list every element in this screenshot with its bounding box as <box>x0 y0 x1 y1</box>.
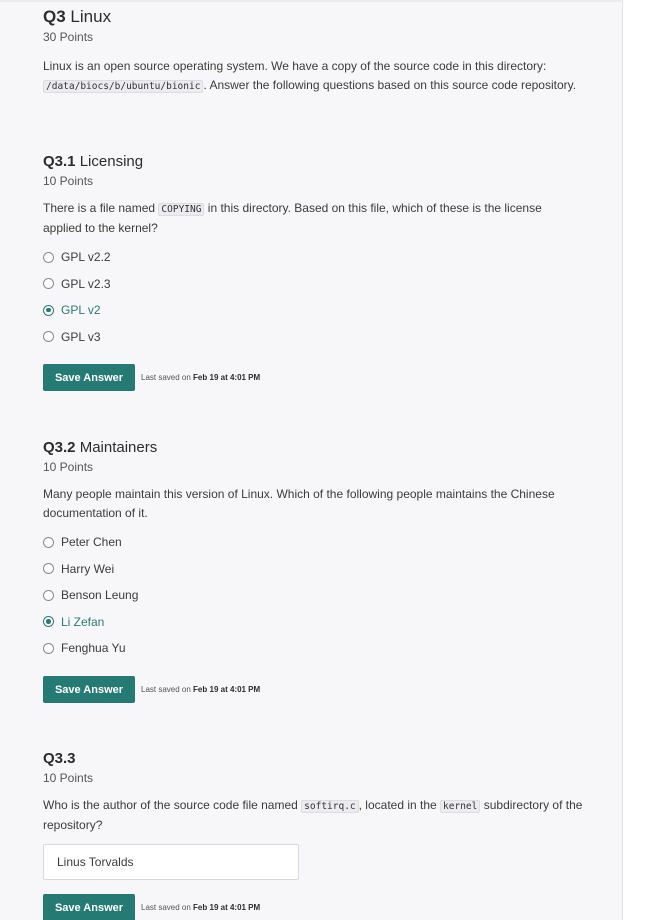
last-saved-text: Last saved on Feb 19 at 4:01 PM <box>141 903 261 912</box>
question-q3 <box>43 7 583 96</box>
question-number: Q3 <box>43 7 66 26</box>
radio-button[interactable] <box>43 643 54 654</box>
code-directory: /data/biocs/b/ubuntu/bionic <box>43 80 203 93</box>
radio-option[interactable]: GPL v2.2 <box>43 244 583 271</box>
radio-option-selected[interactable]: Li Zefan <box>43 609 583 636</box>
question-prompt: Who is the author of the source code file named softirq.c , located in the kernel subdirectory of the repository? <box>43 798 583 832</box>
question-q3-2 <box>43 439 583 662</box>
question-title <box>43 153 583 171</box>
question-prompt: Linux is an open source operating system. We have a copy of the source code in this directory: /data/biocs/b/ubuntu/bionic . Answer the following questions based on this source code repository. <box>43 59 577 92</box>
radio-option[interactable]: Fenghua Yu <box>43 635 583 662</box>
question-points: 10 Points <box>43 174 94 188</box>
radio-option[interactable]: Harry Wei <box>43 556 583 583</box>
radio-option-selected[interactable]: GPL v2 <box>43 297 583 324</box>
question-title <box>43 7 583 27</box>
radio-button[interactable] <box>43 537 54 548</box>
radio-button[interactable] <box>43 590 54 601</box>
question-title <box>43 439 583 457</box>
save-row-q3-1 <box>43 364 583 391</box>
save-row-q3-2 <box>43 676 583 703</box>
save-row-q3-3 <box>43 894 583 920</box>
last-saved-text: Last saved on Feb 19 at 4:01 PM <box>141 685 261 694</box>
radio-option[interactable]: GPL v3 <box>43 324 583 351</box>
question-points: 10 Points <box>43 460 94 474</box>
question-q3-3 <box>43 750 583 880</box>
radio-button[interactable] <box>43 331 54 342</box>
question-points: 10 Points <box>43 771 94 785</box>
radio-button[interactable] <box>43 252 54 263</box>
top-divider <box>0 0 623 2</box>
question-title <box>43 750 583 768</box>
question-number: Q3.3 <box>43 750 76 767</box>
save-answer-button[interactable]: Save Answer <box>43 676 135 703</box>
answer-input[interactable]: Linus Torvalds <box>43 844 299 880</box>
question-points: 30 Points <box>43 30 94 44</box>
radio-button[interactable] <box>43 616 54 627</box>
radio-group-license <box>43 244 583 350</box>
question-name: Maintainers <box>79 439 158 456</box>
last-saved-text: Last saved on Feb 19 at 4:01 PM <box>141 373 261 382</box>
question-number: Q3.2 <box>43 439 76 456</box>
code-file: softirq.c <box>301 800 358 813</box>
radio-group-maintainers <box>43 529 583 662</box>
question-q3-1 <box>43 153 583 350</box>
save-answer-button[interactable]: Save Answer <box>43 364 135 391</box>
radio-option[interactable]: GPL v2.3 <box>43 271 583 298</box>
code-directory: kernel <box>440 800 480 813</box>
question-name: Linux <box>70 7 112 26</box>
question-name: Licensing <box>79 153 144 170</box>
save-answer-button[interactable]: Save Answer <box>43 894 135 920</box>
radio-option[interactable]: Peter Chen <box>43 529 583 556</box>
question-prompt: There is a file named COPYING in this directory. Based on this file, which of these is the license applied to the kernel? <box>43 201 542 235</box>
radio-option[interactable]: Benson Leung <box>43 582 583 609</box>
question-prompt: Many people maintain this version of Linux. Which of the following people maintains the Chinese documentation of it. <box>43 487 555 520</box>
question-number: Q3.1 <box>43 153 76 170</box>
code-file: COPYING <box>158 203 204 216</box>
radio-button[interactable] <box>43 563 54 574</box>
radio-button[interactable] <box>43 278 54 289</box>
radio-button[interactable] <box>43 305 54 316</box>
